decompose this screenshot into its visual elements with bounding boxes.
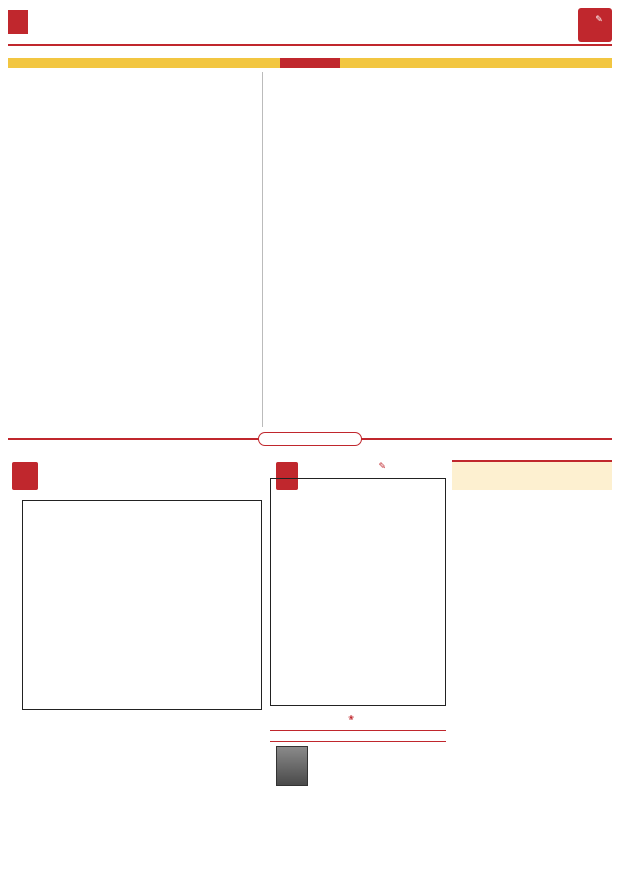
section-banner-label [280, 58, 340, 68]
puzzle-section-header [8, 432, 612, 446]
story-body [452, 508, 612, 878]
crossword-header [8, 460, 264, 476]
column-divider [262, 72, 263, 427]
article-left-intro [8, 106, 256, 132]
crossword-badge [12, 462, 38, 490]
article-right-col3 [264, 100, 376, 426]
crossword-row-numbers [262, 500, 272, 710]
book-icon: ✎ [590, 11, 608, 29]
sudoku-grid [270, 478, 446, 706]
article-right-col2 [382, 100, 494, 426]
flower-icon: ❀ [348, 714, 354, 722]
page-header [8, 6, 612, 48]
puzzle-section-title [258, 432, 362, 446]
memorial-name-bar [270, 730, 446, 742]
article-left-col2 [8, 134, 130, 426]
memorial-text [312, 746, 446, 878]
header-rule [8, 44, 612, 46]
page-number [8, 10, 28, 34]
across-clues [138, 724, 264, 878]
newspaper-page [8, 6, 612, 879]
source-tag [450, 450, 612, 458]
article-left-col1 [136, 134, 256, 426]
memorial-header [270, 714, 446, 726]
crossword-grid [22, 500, 262, 710]
story-header [452, 460, 612, 490]
martyr-photo [276, 746, 308, 786]
down-clues [8, 724, 134, 878]
crossword-column-numbers [22, 492, 262, 500]
article-right-col1 [500, 100, 612, 426]
pencil-icon: ✎ [378, 462, 386, 472]
header-left [8, 10, 138, 40]
